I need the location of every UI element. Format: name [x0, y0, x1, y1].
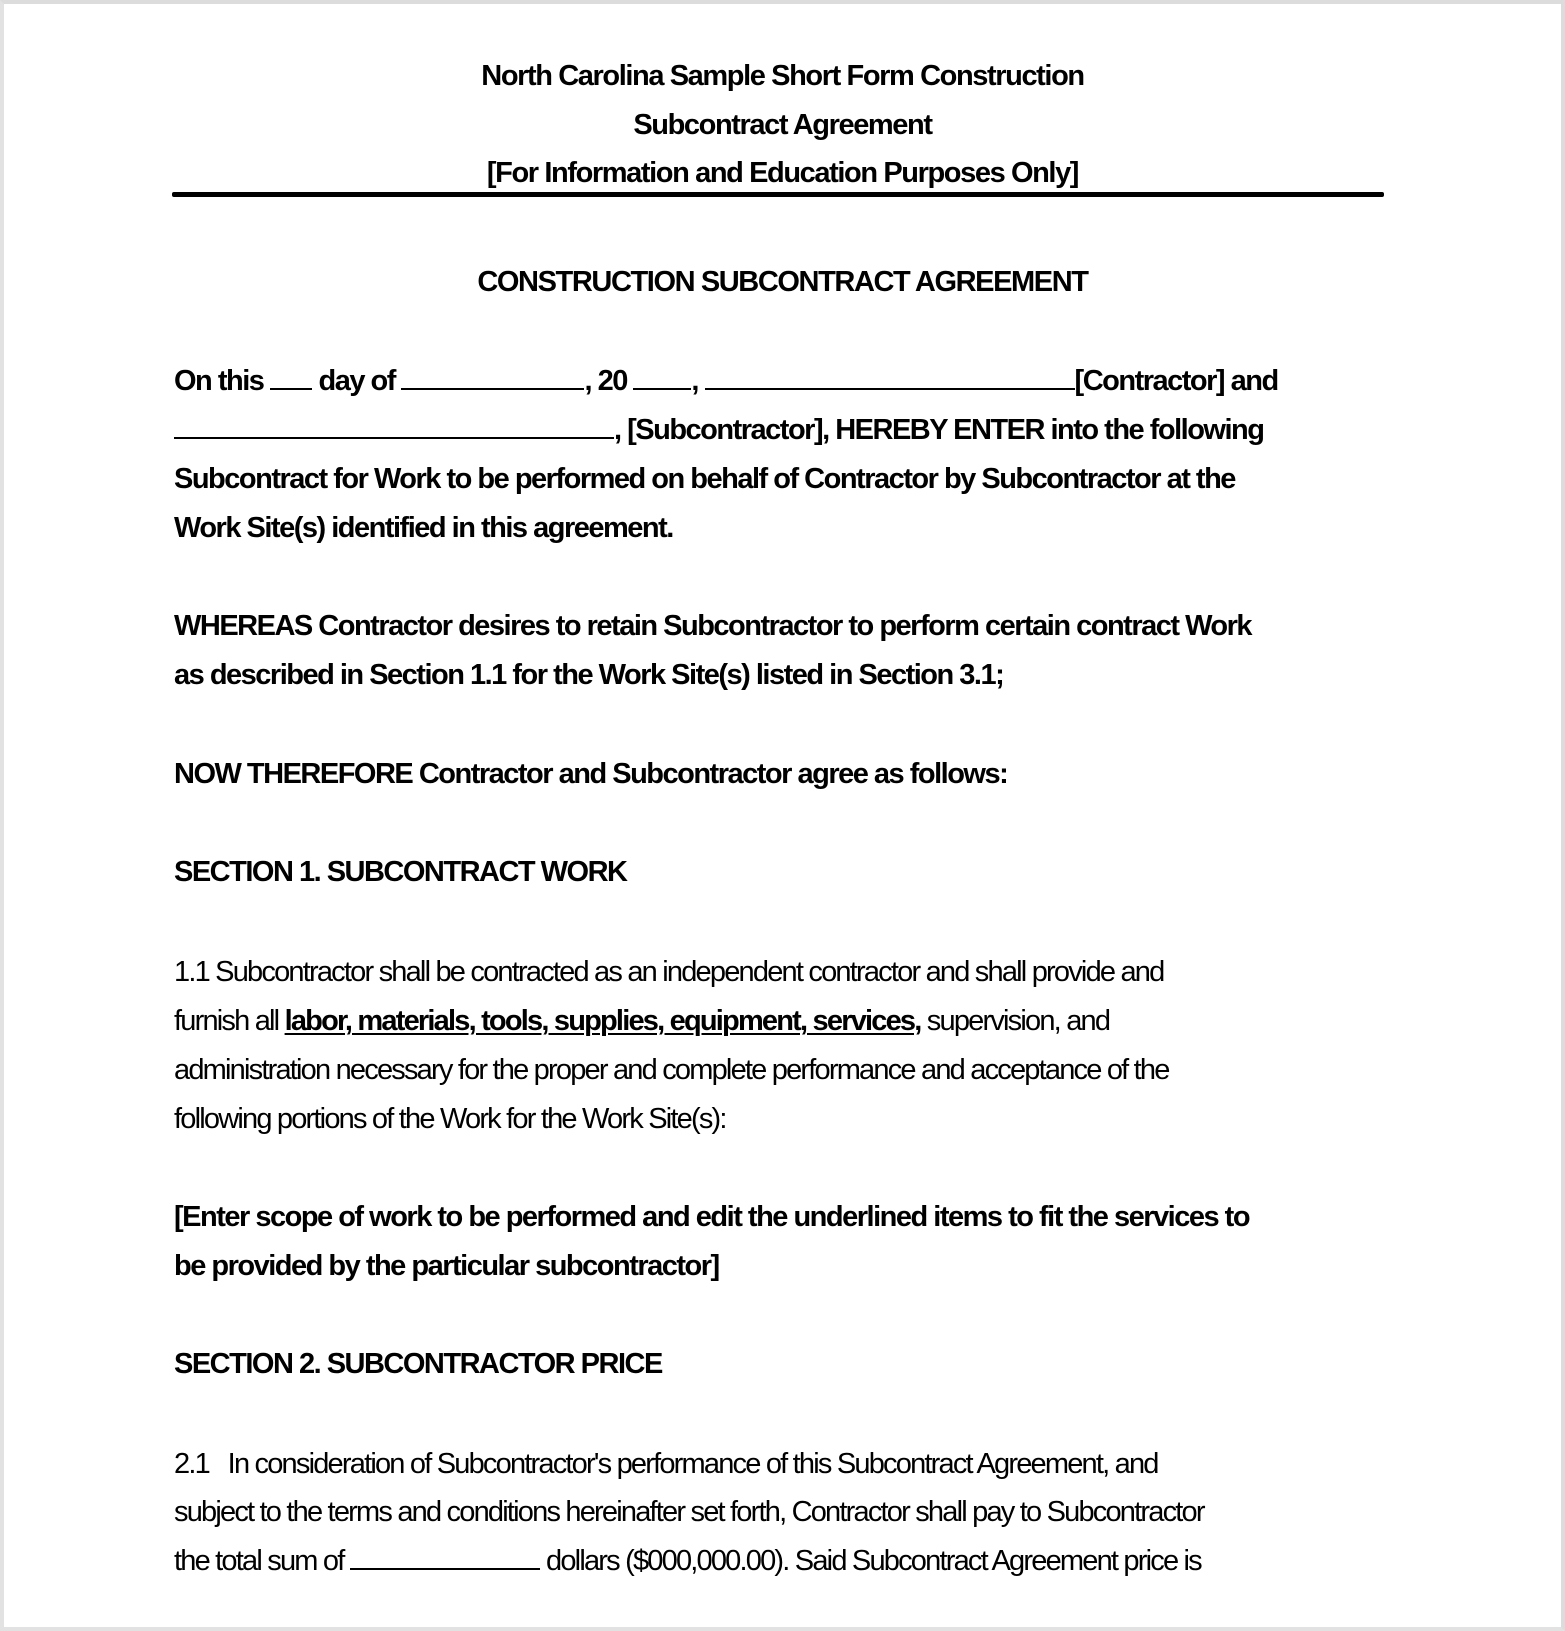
section-1-heading: SECTION 1. SUBCONTRACT WORK — [174, 856, 627, 888]
underlined-editable-items: labor, materials, tools, supplies, equipment, services, — [284, 1005, 921, 1037]
document-disclaimer: [For Information and Education Purposes Only] — [486, 157, 1079, 189]
clause-2-1-line-2: subject to the terms and conditions hereinafter set forth, Contractor shall pay to Subcontractor — [174, 1496, 1204, 1528]
intro-text: [Contractor] and — [1074, 365, 1278, 397]
clause-1-1-line-4: following portions of the Work for the Work Site(s): — [174, 1103, 726, 1135]
clause-text: the total sum of — [174, 1545, 344, 1577]
now-therefore-line: NOW THEREFORE Contractor and Subcontractor agree as follows: — [174, 758, 1008, 790]
clause-text: dollars ($000,000.00). Said Subcontract Agreement price is — [546, 1545, 1201, 1577]
month-blank-field[interactable] — [401, 364, 584, 390]
scope-instruction-line-1: [Enter scope of work to be performed and edit the underlined items to fit the services to — [174, 1201, 1250, 1233]
intro-line-1 — [174, 364, 1278, 398]
clause-text: supervision, and — [926, 1005, 1110, 1037]
intro-line-3: Subcontract for Work to be performed on behalf of Contractor by Subcontractor at the — [174, 463, 1235, 495]
clause-text: furnish all — [174, 1005, 279, 1037]
day-blank-field[interactable] — [270, 364, 312, 390]
intro-text: , 20 — [584, 365, 627, 397]
clause-1-1-line-2 — [174, 1004, 1109, 1038]
intro-text: day of — [318, 365, 395, 397]
total-sum-blank-field[interactable] — [350, 1544, 540, 1570]
clause-2-1-line-3 — [174, 1544, 1201, 1578]
section-2-heading: SECTION 2. SUBCONTRACTOR PRICE — [174, 1348, 662, 1380]
intro-line-2 — [174, 413, 1263, 447]
clause-1-1-line-3: administration necessary for the proper and complete performance and acceptance of the — [174, 1054, 1169, 1086]
header-rule — [172, 192, 1384, 197]
document-title-line-2: Subcontract Agreement — [633, 109, 932, 141]
contractor-name-blank-field[interactable] — [705, 364, 1075, 390]
subcontractor-name-blank-field[interactable] — [174, 413, 614, 439]
scope-instruction-line-2: be provided by the particular subcontractor] — [174, 1250, 719, 1282]
clause-2-1-line-1: 2.1 In consideration of Subcontractor's performance of this Subcontract Agreement, and — [174, 1448, 1158, 1480]
year-blank-field[interactable] — [633, 364, 691, 390]
whereas-line-1: WHEREAS Contractor desires to retain Subcontractor to perform certain contract Work — [174, 610, 1252, 642]
document-title-line-1: North Carolina Sample Short Form Construction — [481, 60, 1084, 92]
intro-text: , — [691, 365, 698, 397]
clause-1-1-line-1: 1.1 Subcontractor shall be contracted as an independent contractor and shall provide and — [174, 956, 1164, 988]
agreement-heading: CONSTRUCTION SUBCONTRACT AGREEMENT — [477, 266, 1088, 298]
intro-text: , [Subcontractor], HEREBY ENTER into the following — [614, 414, 1264, 446]
intro-line-4: Work Site(s) identified in this agreement. — [174, 512, 673, 544]
intro-text: On this — [174, 365, 264, 397]
whereas-line-2: as described in Section 1.1 for the Work Site(s) listed in Section 3.1; — [174, 659, 1004, 691]
